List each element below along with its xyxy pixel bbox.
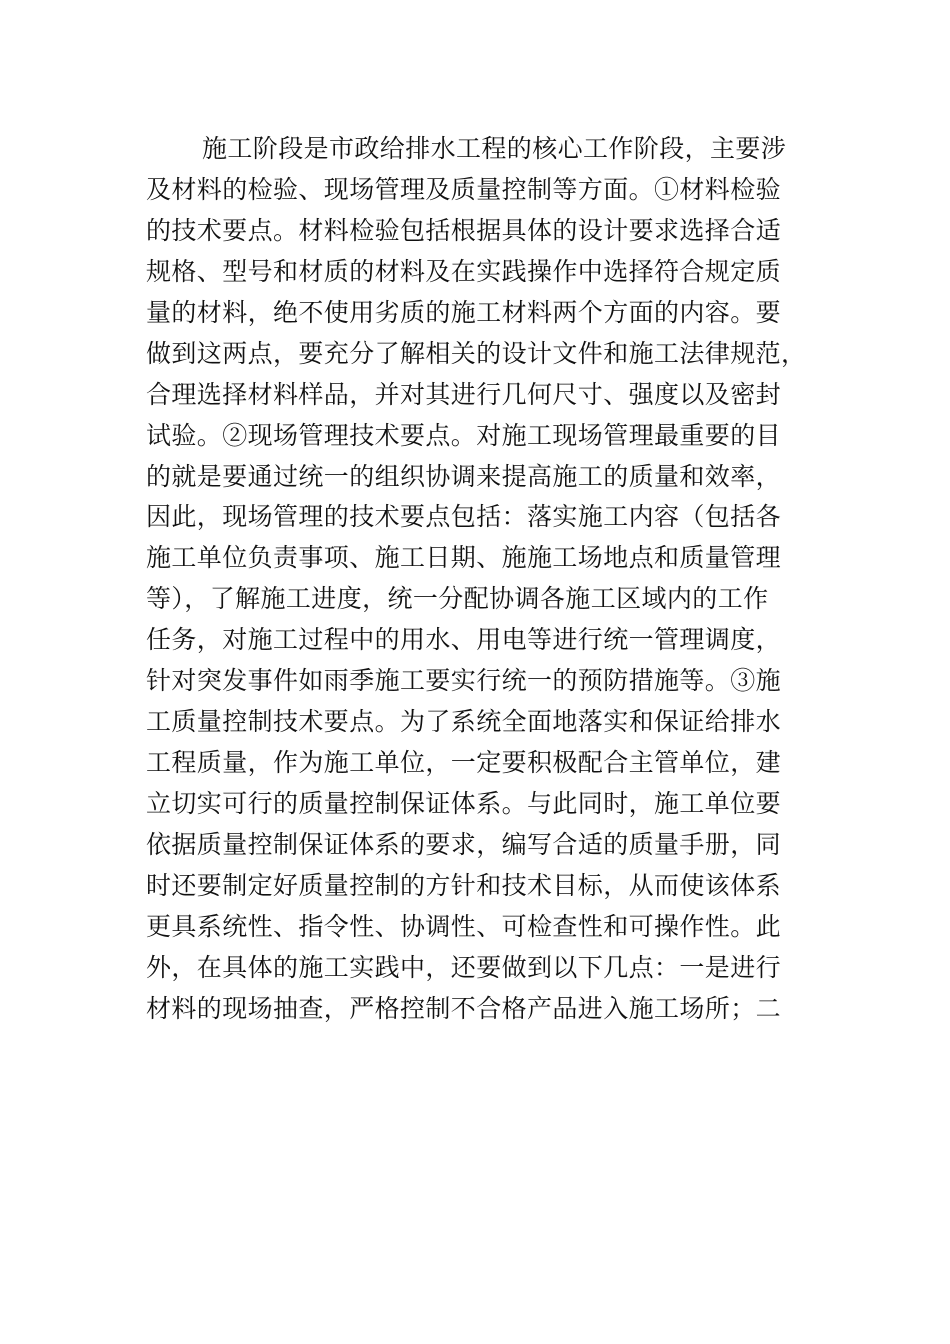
paragraph-line: 施工单位负责事项、施工日期、施施工场地点和质量管理 xyxy=(146,543,782,573)
paragraph-line: 规格、型号和材质的材料及在实践操作中选择符合规定质 xyxy=(146,256,782,286)
paragraph-line: 外，在具体的施工实践中，还要做到以下几点：一是进行 xyxy=(146,952,782,982)
paragraph-line: 量的材料，绝不使用劣质的施工材料两个方面的内容。要 xyxy=(146,297,782,327)
paragraph-line: 工质量控制技术要点。为了系统全面地落实和保证给排水 xyxy=(146,707,782,737)
paragraph-line: 材料的现场抽查，严格控制不合格产品进入施工场所；二 xyxy=(146,993,782,1023)
paragraph-line: 依据质量控制保证体系的要求，编写合适的质量手册，同 xyxy=(146,829,782,859)
paragraph-line: 试验。②现场管理技术要点。对施工现场管理最重要的目 xyxy=(146,420,782,450)
paragraph-line: 的技术要点。材料检验包括根据具体的设计要求选择合适 xyxy=(146,215,782,245)
body-paragraph xyxy=(146,129,806,1030)
paragraph-line: 合理选择材料样品，并对其进行几何尺寸、强度以及密封 xyxy=(146,379,782,409)
paragraph-line: 任务，对施工过程中的用水、用电等进行统一管理调度， xyxy=(146,625,782,655)
paragraph-line: 因此，现场管理的技术要点包括：落实施工内容（包括各 xyxy=(146,502,782,532)
paragraph-line: 及材料的检验、现场管理及质量控制等方面。①材料检验 xyxy=(146,174,782,204)
paragraph-line: 工程质量，作为施工单位，一定要积极配合主管单位，建 xyxy=(146,748,782,778)
paragraph-line: 的就是要通过统一的组织协调来提高施工的质量和效率， xyxy=(146,461,782,491)
paragraph-line: 等），了解施工进度，统一分配协调各施工区域内的工作 xyxy=(146,584,769,614)
paragraph-line: 更具系统性、指令性、协调性、可检查性和可操作性。此 xyxy=(146,911,782,941)
paragraph-line: 施工阶段是市政给排水工程的核心工作阶段，主要涉 xyxy=(202,134,787,163)
paragraph-line: 针对突发事件如雨季施工要实行统一的预防措施等。③施 xyxy=(146,666,782,696)
paragraph-line: 立切实可行的质量控制保证体系。与此同时，施工单位要 xyxy=(146,789,782,818)
paragraph-line: 时还要制定好质量控制的方针和技术目标，从而使该体系 xyxy=(146,870,782,900)
paragraph-line: 做到这两点，要充分了解相关的设计文件和施工法律规范， xyxy=(146,338,807,368)
